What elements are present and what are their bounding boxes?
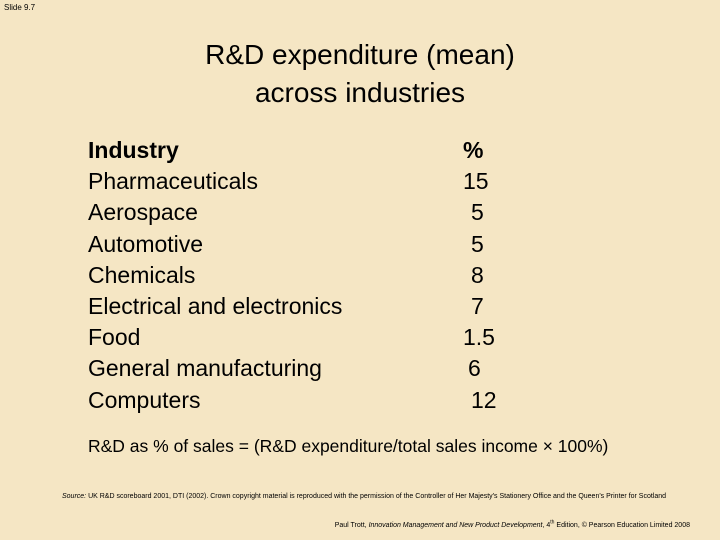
industry-name: Automotive [88, 230, 204, 257]
footer-author: Paul Trott, [334, 522, 369, 529]
table-row [88, 166, 528, 197]
industry-column-header: Industry [88, 137, 179, 163]
formula-note: R&D as % of sales = (R&D expenditure/total sales income × 100%) [88, 436, 609, 456]
table-row [88, 322, 528, 353]
table-row [88, 229, 528, 260]
industry-name: Chemicals [88, 261, 196, 288]
industry-name: Pharmaceuticals [88, 168, 259, 195]
industry-percent: 7 [471, 292, 484, 319]
industry-name: Computers [88, 386, 201, 413]
industry-percent: 8 [471, 261, 484, 288]
table-row [88, 291, 528, 322]
industry-percent: 5 [471, 199, 484, 226]
industry-name: Aerospace [88, 199, 198, 226]
industry-percent: 6 [468, 355, 481, 382]
table-row [88, 197, 528, 228]
industry-name: General manufacturing [88, 355, 322, 382]
industry-name: Food [88, 324, 141, 351]
footer-edition-sup: th [550, 519, 555, 526]
title-line-2: across industries [254, 77, 466, 108]
footer-edition-suffix: Edition, © Pearson Education Limited 2008 [554, 522, 690, 529]
industry-percent: 12 [471, 386, 497, 413]
percent-column-header: % [463, 137, 484, 163]
table-row [88, 385, 528, 416]
industry-name: Electrical and electronics [88, 292, 343, 319]
footer-edition-prefix: , 4 [542, 522, 551, 529]
source-citation [62, 492, 672, 501]
industry-percent: 15 [463, 168, 489, 195]
industry-percent: 5 [471, 230, 484, 257]
industry-table [88, 135, 528, 416]
footer-book-title: Innovation Management and New Product Development [368, 522, 543, 529]
table-row [88, 353, 528, 384]
source-text: UK R&D scoreboard 2001, DTI (2002). Crown copyright material is reproduced with the permission of the Controller of Her Majesty's Stationery Office and the Queen's Printer for Scotland [86, 493, 667, 500]
slide-number: Slide 9.7 [4, 3, 36, 12]
source-label: Source: [62, 493, 87, 500]
table-row [88, 260, 528, 291]
title-line-1: R&D expenditure (mean) [205, 39, 515, 70]
slide-title [0, 36, 720, 112]
table-header-row [88, 135, 528, 166]
industry-percent: 1.5 [463, 324, 495, 351]
copyright-footer [334, 519, 690, 529]
